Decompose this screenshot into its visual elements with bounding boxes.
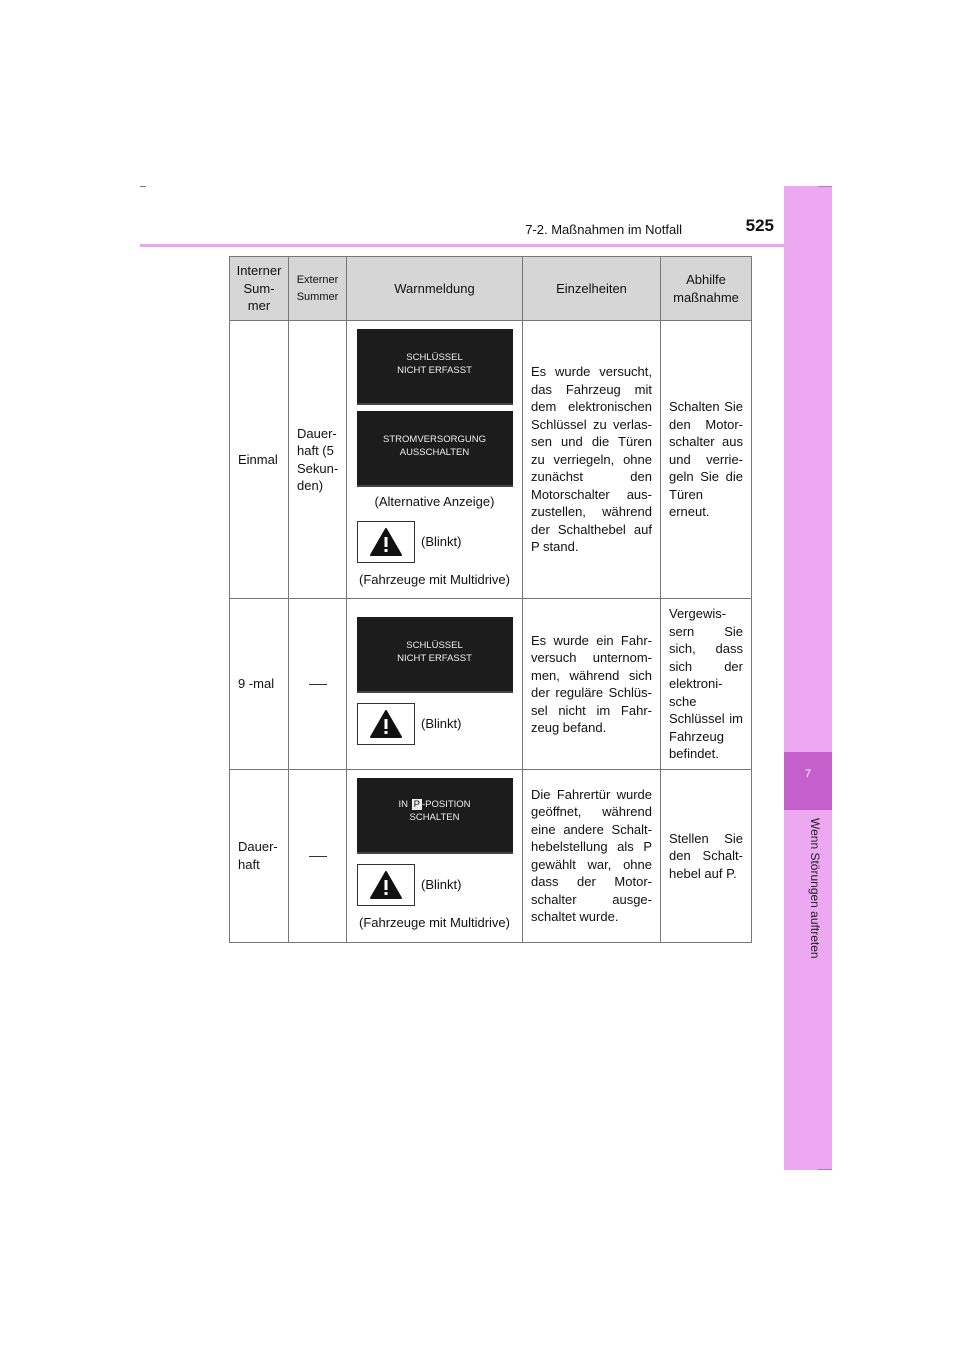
chapter-number: 7: [804, 768, 812, 780]
table-header-row: [230, 257, 752, 321]
header-rule: [140, 244, 832, 247]
section-title: 7-2. Maßnahmen im Notfall: [525, 222, 682, 237]
alternative-caption: (Alternative Anzeige): [374, 494, 495, 509]
empty-dash: [309, 856, 327, 857]
display-key-not-detected: [357, 329, 513, 405]
display-text: SCHLÜSSEL NICHT ERFASST: [397, 352, 472, 376]
display-prefix: IN: [398, 799, 408, 810]
header-details: Einzelheiten: [523, 257, 661, 321]
warning-triangle-icon: [357, 864, 415, 906]
blink-indicator: [357, 703, 514, 745]
vehicle-note: (Fahrzeuge mit Multidrive): [359, 571, 510, 587]
chapter-title: Wenn Störungen auftreten: [808, 818, 822, 959]
sidebar-tick-top: [818, 186, 832, 187]
blink-indicator: [357, 521, 514, 563]
cell-message: [347, 770, 523, 943]
cell-internal: 9 -mal: [230, 599, 289, 770]
chapter-tab: [784, 752, 832, 810]
vehicle-note: (Fahrzeuge mit Multidrive): [359, 915, 510, 930]
blink-indicator: [357, 864, 514, 906]
display-key-not-detected: [357, 617, 513, 693]
cell-external: [289, 599, 347, 770]
display-text: SCHLÜSSEL NICHT ERFASST: [397, 640, 472, 664]
corner-mark: [140, 186, 146, 187]
table-row: [230, 770, 752, 943]
header-internal-buzzer: Interner Sum- mer: [230, 257, 289, 321]
empty-dash: [309, 684, 327, 685]
table-row: [230, 321, 752, 599]
header-external-buzzer: Externer Summer: [289, 257, 347, 321]
display-text: STROMVERSORGUNG AUSSCHALTEN: [383, 434, 486, 458]
cell-message: [347, 599, 523, 770]
cell-details: Die Fahrertür wurde geöffnet, während eine andere Schalt- hebelstellung als P gewählt war, ohne dass der Motor- schalter ausge- schaltet wurde.: [523, 770, 661, 943]
warning-table: [229, 256, 752, 943]
blink-label: (Blinkt): [421, 877, 462, 893]
table-row: [230, 599, 752, 770]
cell-remedy: Vergewis- sern Sie sich, dass sich der elektroni- sche Schlüssel im Fahrzeug befindet.: [661, 599, 752, 770]
chapter-sidebar: [784, 186, 832, 1170]
display-shift-to-p: [357, 778, 513, 854]
cell-external: [289, 770, 347, 943]
header-remedy: Abhilfe maßnahme: [661, 257, 752, 321]
cell-details: Es wurde versucht, das Fahrzeug mit dem elektronischen Schlüssel zu verlas- sen und die Türen zu verriegeln, ohne zunächst den Motorschalter aus- zustellen, während der Schalthebel auf P stand.: [523, 321, 661, 599]
cell-remedy: Schalten Sie den Motor- schalter aus und verrie- geln Sie die Türen erneut.: [661, 321, 752, 599]
cell-remedy: Stellen Sie den Schalt- hebel auf P.: [661, 770, 752, 943]
p-position-box: P: [413, 799, 420, 810]
display-suffix: -POSITION: [421, 799, 471, 810]
header-warning-message: Warnmeldung: [347, 257, 523, 321]
cell-external: Dauer- haft (5 Sekun- den): [289, 321, 347, 599]
sidebar-tick-bottom: [818, 1169, 832, 1170]
cell-internal: Einmal: [230, 321, 289, 599]
blink-label: (Blinkt): [421, 533, 462, 549]
cell-details: Es wurde ein Fahr- versuch unternom- men, während sich der reguläre Schlüs- sel nicht im Fahr- zeug befand.: [523, 599, 661, 770]
display-line2: SCHALTEN: [409, 812, 460, 823]
warning-triangle-icon: [357, 521, 415, 563]
display-power-off: [357, 411, 513, 487]
page-number: 525: [745, 216, 774, 235]
cell-internal: Dauer- haft: [230, 770, 289, 943]
warning-triangle-icon: [357, 703, 415, 745]
blink-label: (Blinkt): [421, 716, 462, 732]
cell-message: [347, 321, 523, 599]
